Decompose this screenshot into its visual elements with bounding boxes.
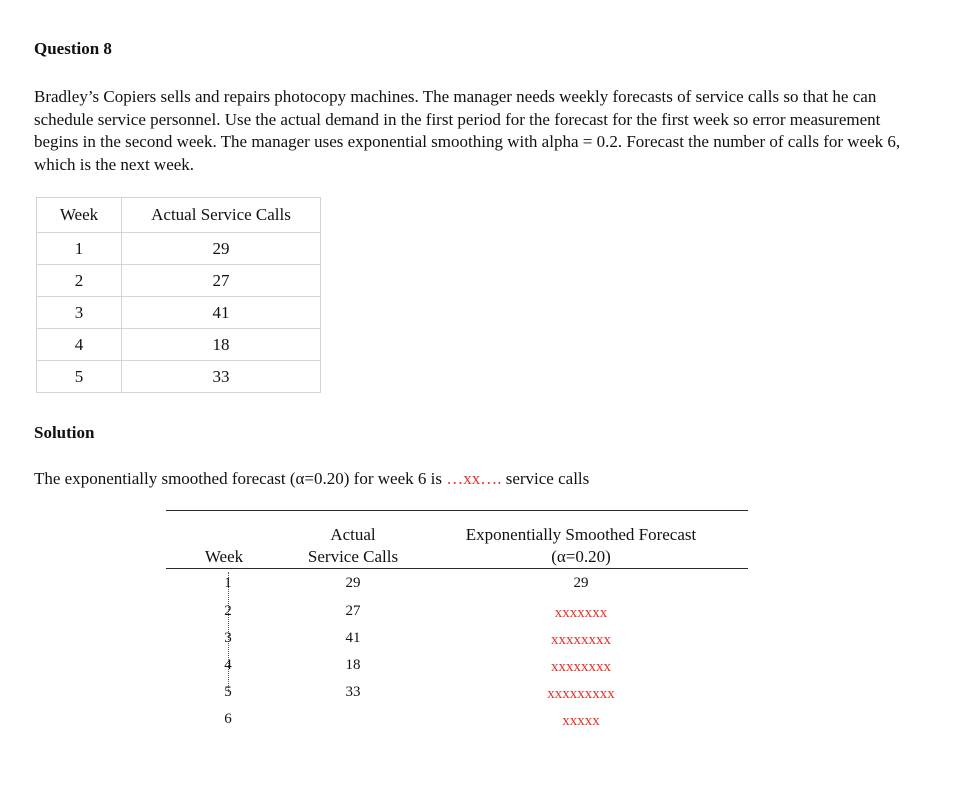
- week-cell: 3: [224, 630, 232, 646]
- column-header-actual: [288, 524, 418, 568]
- forecast-cell: xxxxxxxxx: [547, 686, 615, 702]
- actual-cell: 29: [345, 575, 361, 591]
- calls-cell: 41: [122, 297, 321, 329]
- question-title: Question 8: [34, 39, 112, 58]
- table-row: [37, 329, 321, 361]
- table-header-rule: [166, 568, 748, 569]
- solution-sentence: [34, 469, 589, 489]
- calls-cell: 33: [122, 361, 321, 393]
- table-top-rule: [166, 510, 748, 511]
- problem-statement: Bradley’s Copiers sells and repairs photocopy machines. The manager needs weekly forecasts of service calls so that he can schedule service personnel. Use the actual demand in the first period for the forecast for the first week so error measurement begins in the second week. The manager uses exponential smoothing with alpha = 0.2. Forecast the number of calls for week 6, which is the next week.: [34, 87, 901, 174]
- solution-sentence-end: service calls: [501, 469, 590, 488]
- table-row: [37, 233, 321, 265]
- column-header-actual-line1: Actual: [330, 525, 376, 544]
- actual-cell: 18: [345, 657, 361, 673]
- solution-sentence-start: The exponentially smoothed forecast (α=0.20) for week 6 is: [34, 469, 447, 488]
- table-row: [37, 297, 321, 329]
- week-cell: 3: [37, 297, 122, 329]
- column-header-actual-line2: Service Calls: [307, 547, 399, 566]
- actual-cell: 41: [345, 630, 361, 646]
- solution-title: Solution: [34, 423, 95, 442]
- week-cell: 4: [37, 329, 122, 361]
- column-header-forecast: [436, 524, 726, 568]
- week-cell: 1: [224, 575, 232, 591]
- forecast-cell: xxxxxxxx: [551, 659, 611, 675]
- forecast-table: [166, 510, 748, 750]
- week-cell: 4: [224, 657, 232, 673]
- calls-cell: 27: [122, 265, 321, 297]
- column-header-week: Week: [37, 198, 122, 233]
- week-cell: 2: [37, 265, 122, 297]
- table-row: [37, 361, 321, 393]
- calls-cell: 18: [122, 329, 321, 361]
- table-row: [37, 265, 321, 297]
- actual-cell: 33: [345, 684, 361, 700]
- forecast-cell: xxxxx: [562, 713, 600, 729]
- column-header-actual: Actual Service Calls: [122, 198, 321, 233]
- week-cell: 5: [224, 684, 232, 700]
- week-cell: 6: [224, 711, 232, 727]
- calls-cell: 29: [122, 233, 321, 265]
- forecast-cell: 29: [573, 575, 589, 591]
- table-header-row: [37, 198, 321, 233]
- answer-blank: …xx….: [446, 469, 502, 488]
- column-header-week: Week: [204, 547, 244, 566]
- week-cell: 2: [224, 603, 232, 619]
- column-header-forecast-line2: (α=0.20): [551, 547, 611, 566]
- service-calls-table: [36, 197, 321, 393]
- week-cell: 1: [37, 233, 122, 265]
- forecast-cell: xxxxxxxx: [551, 632, 611, 648]
- actual-cell: 27: [345, 603, 361, 619]
- week-cell: 5: [37, 361, 122, 393]
- forecast-cell: xxxxxxx: [554, 605, 608, 621]
- column-header-forecast-line1: Exponentially Smoothed Forecast: [465, 525, 697, 544]
